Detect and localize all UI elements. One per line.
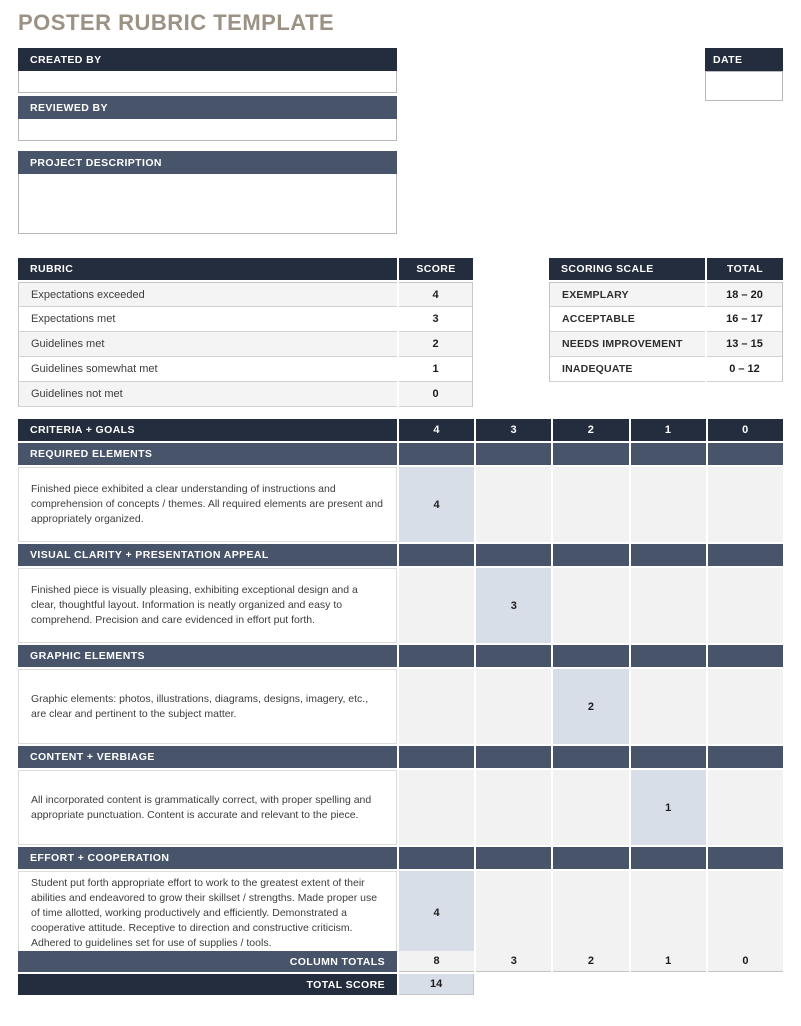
score-cell-selected[interactable]: 1 — [631, 770, 706, 845]
section-header-cell — [476, 645, 551, 667]
rubric-row-score: 0 — [399, 382, 473, 407]
criteria-goals-header: CRITERIA + GOALS — [18, 419, 397, 441]
criteria-header-row — [18, 419, 783, 441]
section-header-cell — [708, 746, 783, 768]
scale-row-total: 16 – 17 — [707, 307, 783, 332]
score-cell[interactable] — [631, 871, 706, 956]
created-by-box — [18, 48, 397, 93]
section-header-row — [18, 443, 783, 465]
score-cell[interactable] — [399, 669, 474, 744]
section-header-cell — [476, 443, 551, 465]
reviewed-by-input[interactable] — [18, 119, 397, 141]
section-header-cell — [399, 544, 474, 566]
score-cell-selected[interactable]: 4 — [399, 467, 474, 542]
rubric-row-score: 4 — [399, 282, 473, 307]
section-header-row — [18, 847, 783, 869]
score-cell[interactable] — [708, 669, 783, 744]
score-cell[interactable] — [708, 871, 783, 956]
section-description: Graphic elements: photos, illustrations, diagrams, designs, imagery, etc., are clear and pertinent to the subject matter. — [18, 669, 397, 744]
score-cell[interactable] — [708, 568, 783, 643]
rubric-score-header: SCORE — [399, 258, 473, 280]
rubric-row-label: Guidelines somewhat met — [18, 357, 397, 382]
rubric-table — [18, 258, 473, 407]
score-cell[interactable] — [476, 871, 551, 956]
section-header-cell — [631, 443, 706, 465]
rubric-row-label: Guidelines not met — [18, 382, 397, 407]
column-total-0: 0 — [708, 951, 783, 972]
section-score-row — [18, 467, 783, 542]
section-header-cell — [708, 544, 783, 566]
score-cell[interactable] — [708, 467, 783, 542]
empty-cell — [553, 974, 628, 995]
score-cell[interactable] — [476, 669, 551, 744]
section-title: REQUIRED ELEMENTS — [18, 443, 397, 465]
section-header-row — [18, 746, 783, 768]
date-box — [705, 48, 783, 101]
project-description-input[interactable] — [18, 174, 397, 234]
scale-row-label: NEEDS IMPROVEMENT — [549, 332, 705, 357]
section-description: Finished piece is visually pleasing, exhibiting exceptional design and a clear, thoughtful layout. Information is neatly organized and easy to comprehend. Precision and care evidenced in effort put forth. — [18, 568, 397, 643]
top-info-row — [18, 48, 783, 237]
score-cell[interactable] — [553, 568, 628, 643]
section-title: VISUAL CLARITY + PRESENTATION APPEAL — [18, 544, 397, 566]
scale-row-label: INADEQUATE — [549, 357, 705, 382]
column-header-4: 4 — [399, 419, 474, 441]
column-header-1: 1 — [631, 419, 706, 441]
section-header-cell — [399, 746, 474, 768]
score-cell[interactable] — [631, 467, 706, 542]
score-cell-selected[interactable]: 4 — [399, 871, 474, 956]
score-cell[interactable] — [399, 568, 474, 643]
section-title: EFFORT + COOPERATION — [18, 847, 397, 869]
section-header-cell — [553, 645, 628, 667]
section-header-cell — [708, 847, 783, 869]
section-header-cell — [631, 746, 706, 768]
scale-row-total: 0 – 12 — [707, 357, 783, 382]
section-header-cell — [708, 645, 783, 667]
project-description-label: PROJECT DESCRIPTION — [18, 151, 397, 174]
section-score-row — [18, 871, 783, 949]
section-header-cell — [476, 746, 551, 768]
section-header-cell — [631, 645, 706, 667]
empty-cell — [631, 974, 706, 995]
section-header-row — [18, 544, 783, 566]
scale-row-label: EXEMPLARY — [549, 282, 705, 307]
section-title: GRAPHIC ELEMENTS — [18, 645, 397, 667]
rubric-row-label: Expectations met — [18, 307, 397, 332]
rubric-row-score: 3 — [399, 307, 473, 332]
rubric-row-label: Expectations exceeded — [18, 282, 397, 307]
section-header-cell — [399, 443, 474, 465]
section-description: All incorporated content is grammatically correct, with proper spelling and appropriate punctuation. Content is accurate and relevant to the piece. — [18, 770, 397, 845]
empty-cell — [476, 974, 551, 995]
section-header-row — [18, 645, 783, 667]
reviewed-by-label: REVIEWED BY — [18, 96, 397, 119]
created-by-input[interactable] — [18, 71, 397, 93]
scale-row-total: 18 – 20 — [707, 282, 783, 307]
section-score-row — [18, 568, 783, 643]
column-total-2: 2 — [553, 951, 628, 972]
scoring-scale-header: SCORING SCALE — [549, 258, 705, 280]
section-header-cell — [631, 847, 706, 869]
score-cell[interactable] — [631, 669, 706, 744]
section-score-row — [18, 669, 783, 744]
scoring-scale-table — [549, 258, 783, 382]
section-header-cell — [708, 443, 783, 465]
section-description: Student put forth appropriate effort to work to the greatest extent of their abilities and endeavored to grow their skillset / strengths. Made proper use of time allotted, working productively and efficiently. Demonstrated a cooperative attitude. Receptive to direction and constructive criticism. Adhered to guidelines set for use of supplies / tools. — [18, 871, 397, 956]
column-totals-label: COLUMN TOTALS — [18, 951, 397, 972]
total-score-value: 14 — [399, 974, 474, 995]
rubric-table-header: RUBRIC — [18, 258, 397, 280]
total-score-label: TOTAL SCORE — [18, 974, 397, 995]
scale-row-total: 13 – 15 — [707, 332, 783, 357]
page-title: POSTER RUBRIC TEMPLATE — [18, 10, 335, 35]
section-header-cell — [631, 544, 706, 566]
score-cell[interactable] — [553, 770, 628, 845]
scoring-total-header: TOTAL — [707, 258, 783, 280]
score-cell[interactable] — [553, 871, 628, 956]
column-header-2: 2 — [553, 419, 628, 441]
date-input[interactable] — [705, 71, 783, 101]
rubric-row-label: Guidelines met — [18, 332, 397, 357]
project-description-box — [18, 151, 397, 234]
section-header-cell — [553, 746, 628, 768]
score-cell[interactable] — [399, 770, 474, 845]
date-label: DATE — [705, 48, 783, 71]
score-cell[interactable] — [708, 770, 783, 845]
section-score-row — [18, 770, 783, 845]
created-by-label: CREATED BY — [18, 48, 397, 71]
score-cell-selected[interactable]: 3 — [476, 568, 551, 643]
section-header-cell — [476, 847, 551, 869]
section-header-cell — [399, 645, 474, 667]
section-header-cell — [553, 443, 628, 465]
column-total-4: 8 — [399, 951, 474, 972]
score-cell[interactable] — [553, 467, 628, 542]
score-cell-selected[interactable]: 2 — [553, 669, 628, 744]
section-header-cell — [553, 847, 628, 869]
score-cell[interactable] — [476, 770, 551, 845]
column-total-3: 3 — [476, 951, 551, 972]
section-description: Finished piece exhibited a clear understanding of instructions and comprehension of concepts / themes. All required elements are present and appropriately organized. — [18, 467, 397, 542]
column-total-1: 1 — [631, 951, 706, 972]
column-header-0: 0 — [708, 419, 783, 441]
rubric-row-score: 2 — [399, 332, 473, 357]
section-title: CONTENT + VERBIAGE — [18, 746, 397, 768]
score-cell[interactable] — [631, 568, 706, 643]
scale-row-label: ACCEPTABLE — [549, 307, 705, 332]
total-score-row — [18, 974, 783, 995]
section-header-cell — [399, 847, 474, 869]
score-cell[interactable] — [476, 467, 551, 542]
empty-cell — [708, 974, 783, 995]
legend-tables-row — [18, 258, 783, 407]
reviewed-by-box — [18, 96, 397, 141]
rubric-row-score: 1 — [399, 357, 473, 382]
column-totals-row — [18, 951, 783, 972]
section-header-cell — [476, 544, 551, 566]
column-header-3: 3 — [476, 419, 551, 441]
criteria-table — [18, 419, 783, 995]
section-header-cell — [553, 544, 628, 566]
